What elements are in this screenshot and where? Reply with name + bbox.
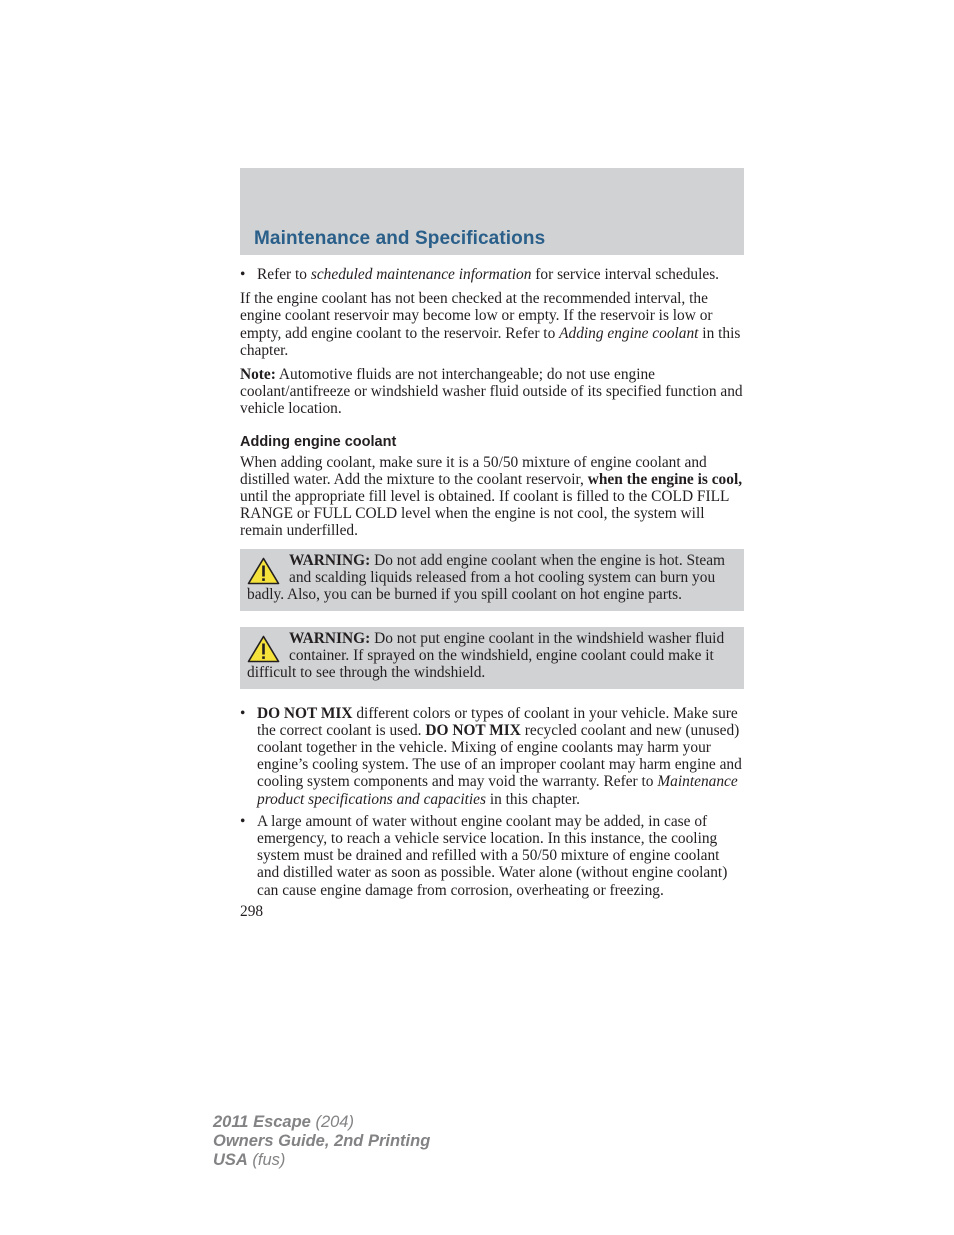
list-item-do-not-mix [240,705,744,808]
warning-box-hot-engine [240,549,744,611]
coolant-bullet-list [240,705,744,899]
emphasis-do-not-mix: DO NOT MIX [425,721,521,739]
footer-guide: Owners Guide, 2nd Printing [213,1132,431,1150]
page-body [240,266,744,920]
cross-reference-scheduled-maintenance[interactable]: scheduled maintenance information [310,266,532,283]
section-title: Maintenance and Specifications [254,228,546,249]
footer-market-code: (fus) [247,1151,286,1169]
emphasis-do-not-mix: DO NOT MIX [257,704,353,722]
footer-line-market [213,1151,430,1170]
list-item-water-emergency [240,813,744,899]
warning-triangle-icon [247,635,280,663]
bullet-text: different colors or types of coolant in your vehicle. Make sure the correct coolant is used. [257,704,738,739]
subheading-adding-coolant: Adding engine coolant [240,433,397,450]
paragraph-tail: until the appropriate fill level is obtained. If coolant is filled to the COLD FILL RANGE or FULL COLD level when the engine is not cool, the system will remain underfilled. [240,488,729,540]
paragraph-text: If the engine coolant has not been checked at the recommended interval, the engine coolant reservoir may become low or empty. If the reservoir is low or empty, add engine coolant to the reservoir. Refer to [240,290,713,342]
warning-box-washer-fluid [240,627,744,689]
cross-reference-adding-coolant[interactable]: Adding engine coolant [559,324,699,342]
bullet-glyph: • [240,812,246,830]
warning-label: WARNING: [289,551,371,569]
paragraph-coolant-check [240,290,744,359]
paragraph-tail: in this chapter. [240,324,741,359]
list-item-refer-schedule [240,266,744,283]
warning-label: WARNING: [289,629,371,647]
bullet-text-lead: Refer to [257,266,311,283]
emphasis-engine-cool: when the engine is cool, [587,470,743,488]
section-header-band [240,168,744,255]
bullet-text-tail: for service interval schedules. [531,266,720,283]
footer-line-model [213,1113,430,1132]
warning-text: Do not put engine coolant in the windshield washer fluid container. If sprayed on the windshield, engine coolant could make it difficult to see through the windshield. [247,629,725,681]
note-paragraph [240,366,744,418]
document-footer [213,1113,430,1170]
footer-model-code: (204) [310,1113,354,1131]
warning-triangle-icon [247,557,280,585]
paragraph-text: When adding coolant, make sure it is a 50/50 mixture of engine coolant and distilled water. Add the mixture to the coolant reservoir, [240,453,707,488]
bullet-text: A large amount of water without engine coolant may be added, in case of emergency, to reach a vehicle service location. In this instance, the cooling system must be drained and refilled with a 50/50 mixture of engine coolant and distilled water as soon as possible. Water alone (without engine coolant) can cause engine damage from corrosion, overheating or freezing. [257,812,728,899]
bullet-text-tail: in this chapter. [485,790,581,808]
footer-line-guide [213,1132,430,1151]
paragraph-adding-coolant [240,454,744,540]
bullet-glyph: • [240,704,246,722]
footer-model: 2011 Escape [213,1113,311,1131]
bullet-text: recycled coolant and new (unused) coolant together in the vehicle. Mixing of engine coolants may harm your engine’s cooling system. The use of an improper coolant may harm engine and cooling system components and may void the warranty. Refer to [257,721,742,791]
warning-text: Do not add engine coolant when the engine is hot. Steam and scalding liquids released from a hot cooling system can burn you badly. Also, you can be burned if you spill coolant on hot engine parts. [247,551,725,603]
note-label: Note: [240,366,276,384]
cross-reference-product-specifications[interactable]: Maintenance product specifications and capacities [257,773,738,808]
page-number: 298 [240,902,264,920]
footer-market: USA [213,1151,248,1169]
bullet-glyph: • [240,266,246,283]
note-text: Automotive fluids are not interchangeable; do not use engine coolant/antifreeze or windshield washer fluid outside of its specified function and vehicle location. [240,366,743,418]
